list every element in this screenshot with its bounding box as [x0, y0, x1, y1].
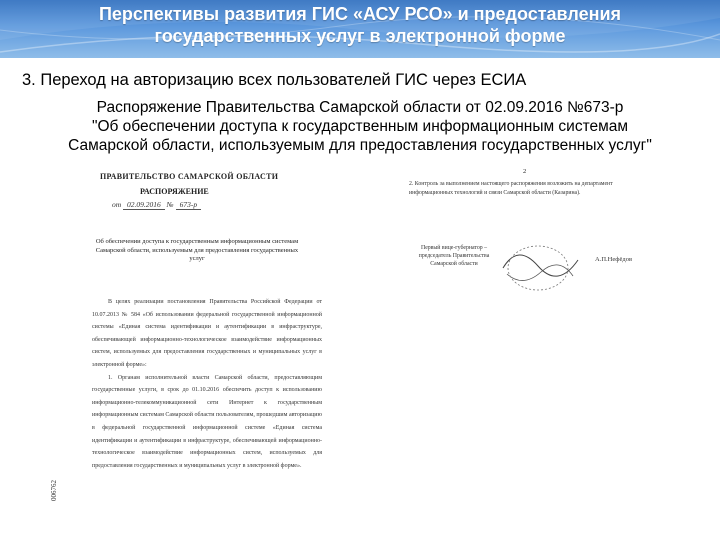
- date-prefix: от: [112, 200, 122, 209]
- scanned-document-page1: [50, 160, 350, 540]
- order-description-line3: Самарской области, используемым для предоставления государственных услуг": [68, 137, 652, 154]
- document-body: [92, 296, 322, 472]
- document-type: РАСПОРЯЖЕНИЕ: [140, 187, 209, 196]
- signer-title: Первый вице-губернатор – председатель Правительства Самарской области: [418, 245, 490, 267]
- document-subject: Об обеспечении доступа к государственным информационным системам Самарской области, используемым для предоставления государственных услуг: [95, 238, 299, 262]
- document-number: 673-р: [176, 200, 202, 210]
- scanned-document-page2: [395, 160, 645, 300]
- order-description: [10, 98, 710, 155]
- page-number: 2: [523, 168, 527, 175]
- document-date: 02.09.2016: [123, 200, 165, 210]
- document-body-intro: В целях реализации постановления Правительства Российской Федерации от 10.07.2013 № 584 «Об использовании федеральной государственной информационной системы «Единая система идентификации и аутентификации в инфраструктуре, обеспечивающей информационно-технологическое взаимодействие информационных систем, используемых для предоставления государственных и муниципальных услуг в электронной форме»:: [92, 299, 322, 368]
- document-item2: 2. Контроль за выполнением настоящего распоряжения возложить на департамент информационных технологий и связи Самарской области (Казарина).: [409, 181, 613, 196]
- slide-title: [60, 3, 660, 47]
- slide-title-line1: Перспективы развития ГИС «АСУ РСО» и предоставления: [98, 4, 622, 24]
- section-heading: 3. Переход на авторизацию всех пользователей ГИС через ЕСИА: [22, 71, 527, 89]
- slide-title-line2: государственных услуг в электронной форме: [154, 26, 566, 46]
- signer-name: А.П.Нефёдов: [595, 256, 633, 263]
- order-description-line2: "Об обеспечении доступа к государственным информационным системам: [91, 118, 629, 135]
- number-prefix: №: [166, 200, 174, 209]
- document-date-line: [112, 200, 201, 209]
- document-gov-name: ПРАВИТЕЛЬСТВО САМАРСКОЙ ОБЛАСТИ: [100, 172, 279, 181]
- order-description-line1: Распоряжение Правительства Самарской области от 02.09.2016 №673-р: [96, 99, 624, 116]
- document-stamp-number: 006762: [50, 480, 58, 501]
- slide-header: [0, 0, 720, 58]
- official-seal-icon: [493, 238, 583, 298]
- document-body-item1: 1. Органам исполнительной власти Самарской области, предоставляющим государственные услуги, в срок до 01.10.2016 обеспечить доступ к использованию информационно-телекоммуникационной сети Интернет к государственным информационным системам Самарской области пользователям, прошедшим авторизацию в федеральной государственной информационной системе «Единая система идентификации и аутентификации в инфраструктуре, обеспечивающей информационно-технологическое взаимодействие информационных систем, используемых для предоставления государственных и муниципальных услуг в электронной форме».: [92, 374, 322, 469]
